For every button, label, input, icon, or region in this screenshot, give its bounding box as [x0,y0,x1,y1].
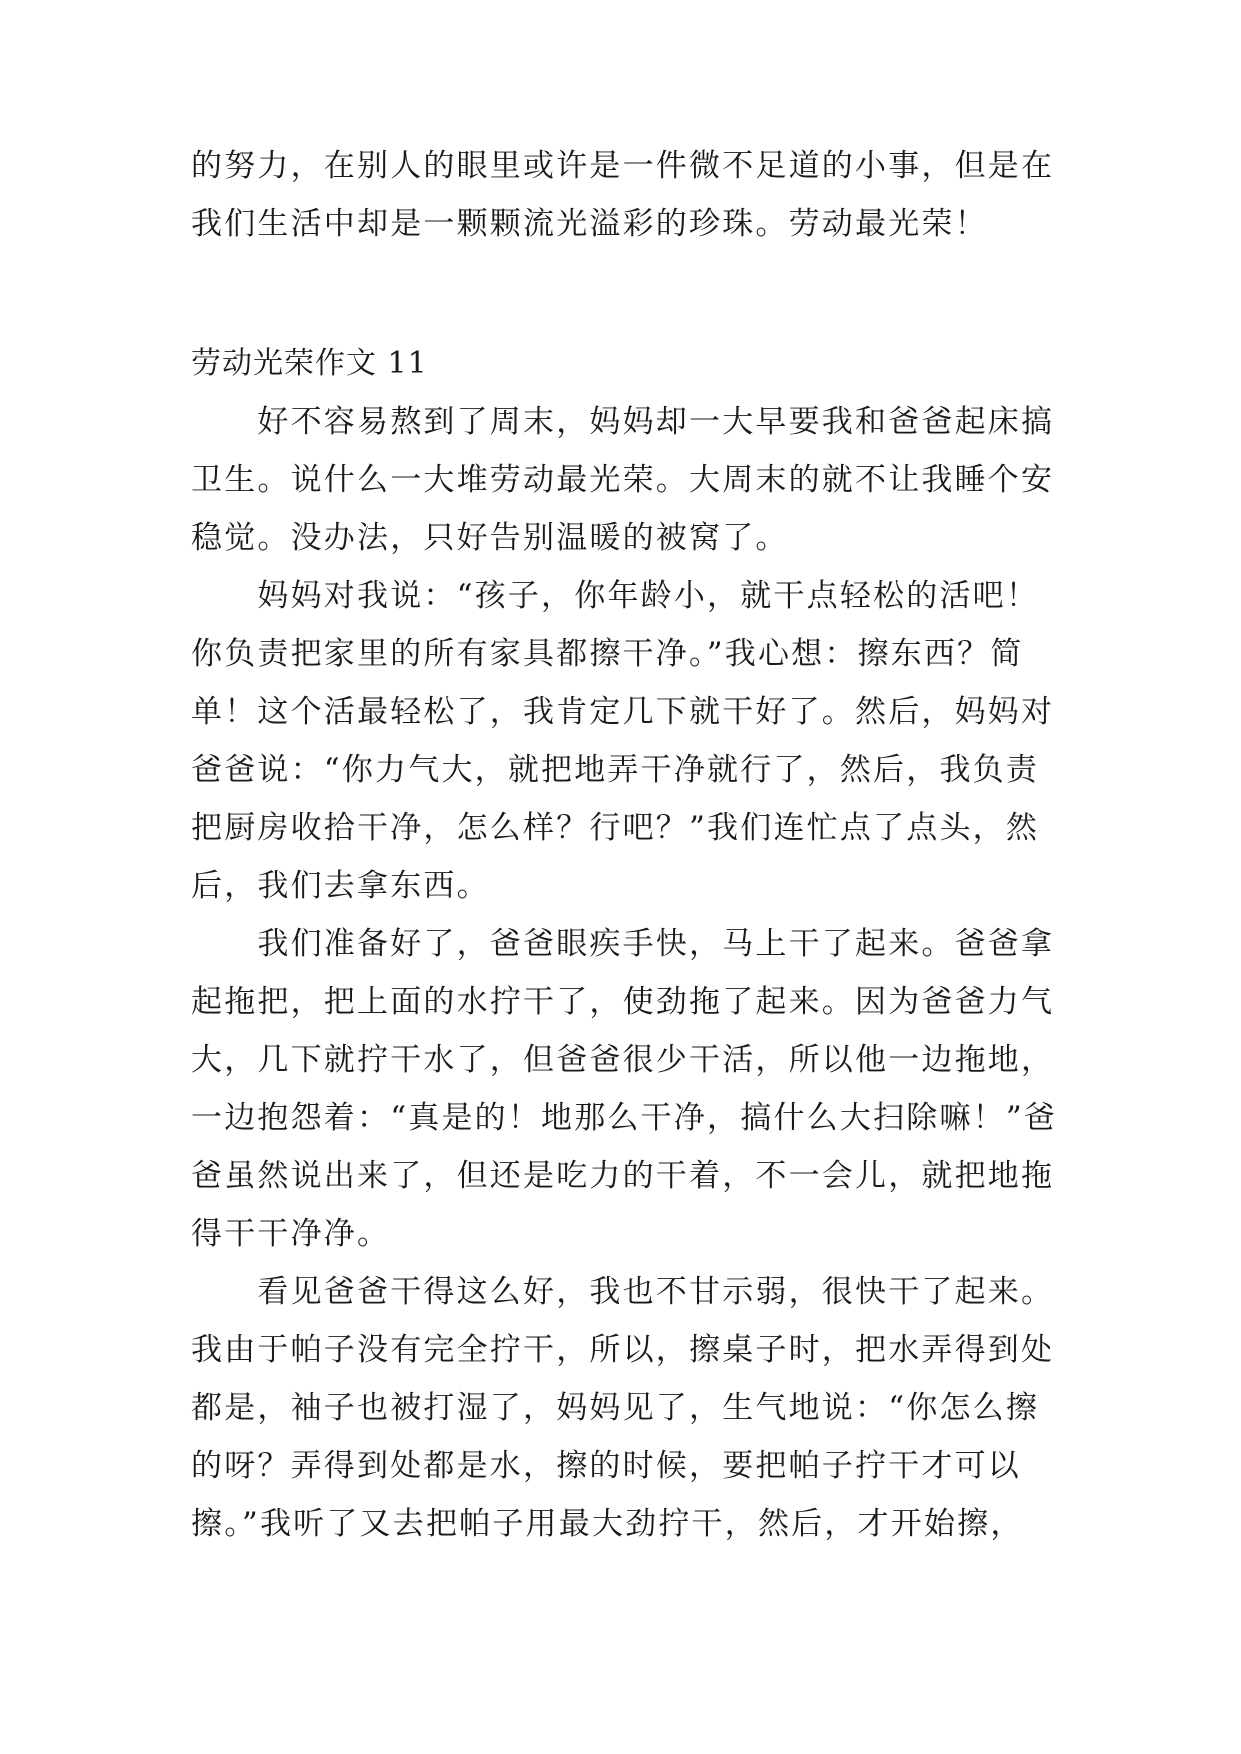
text-line: 大，几下就拧干水了，但爸爸很少干活，所以他一边拖地， [191,1042,1055,1078]
text-line: 我们准备好了，爸爸眼疾手快，马上干了起来。爸爸拿 [191,926,1055,962]
text-line: 我由于帕子没有完全拧干，所以，擦桌子时，把水弄得到处 [191,1332,1055,1368]
text-line: 稳觉。没办法，只好告别温暖的被窝了。 [191,520,789,556]
text-line: 爸虽然说出来了，但还是吃力的干着，不一会儿，就把地拖 [191,1158,1055,1194]
text-line: 的努力，在别人的眼里或许是一件微不足道的小事，但是在 [191,148,1055,184]
text-line: 擦。”我听了又去把帕子用最大劲拧干，然后，才开始擦， [191,1506,1024,1542]
text-line: 爸爸说：“你力气大，就把地弄干净就行了，然后，我负责 [191,752,1040,788]
text-line: 一边抱怨着：“真是的！地那么干净，搞什么大扫除嘛！”爸 [191,1100,1058,1136]
text-line: 得干干净净。 [191,1216,391,1252]
text-line: 看见爸爸干得这么好，我也不甘示弱，很快干了起来。 [191,1274,1055,1310]
section-heading: 劳动光荣作文 11 [191,346,428,381]
text-line: 卫生。说什么一大堆劳动最光荣。大周末的就不让我睡个安 [191,462,1055,498]
text-line: 我们生活中却是一颗颗流光溢彩的珍珠。劳动最光荣！ [191,206,988,242]
text-line: 后，我们去拿东西。 [191,868,490,904]
text-line: 你负责把家里的所有家具都擦干净。”我心想：擦东西？简 [191,636,1024,672]
text-line: 把厨房收拾干净，怎么样？行吧？”我们连忙点了点头，然 [191,810,1040,846]
text-line: 的呀？弄得到处都是水，擦的时候，要把帕子拧干才可以 [191,1448,1021,1484]
text-line: 都是，袖子也被打湿了，妈妈见了，生气地说：“你怎么擦 [191,1390,1040,1426]
text-line: 起拖把，把上面的水拧干了，使劲拖了起来。因为爸爸力气 [191,984,1055,1020]
text-line: 妈妈对我说：“孩子，你年龄小，就干点轻松的活吧！ [191,578,1040,614]
text-line: 好不容易熬到了周末，妈妈却一大早要我和爸爸起床搞 [191,404,1055,440]
text-line: 单！这个活最轻松了，我肯定几下就干好了。然后，妈妈对 [191,694,1055,730]
